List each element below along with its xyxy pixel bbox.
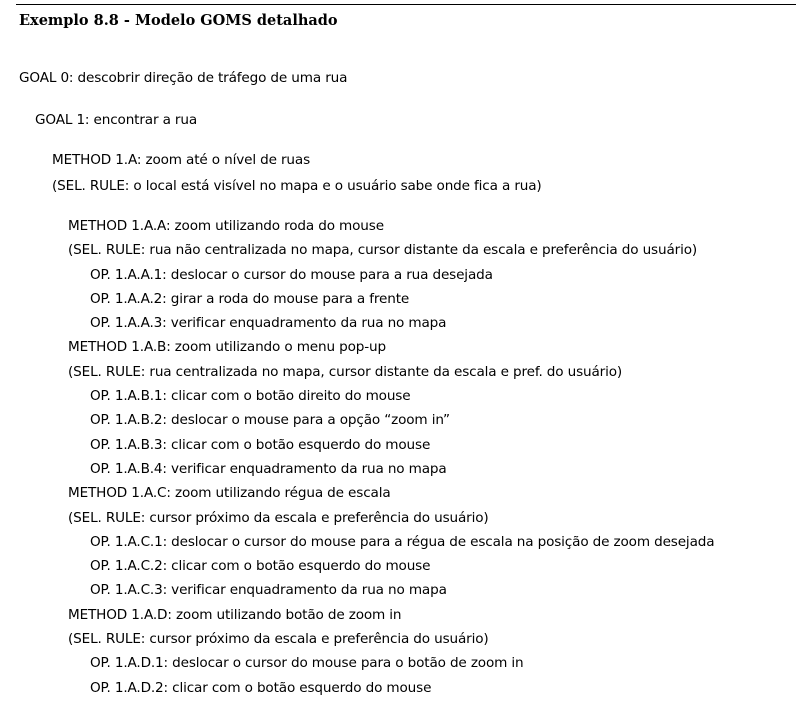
selection-rule-line: (SEL. RULE: rua não centralizada no mapa, cursor distante da escala e preferência do usuário) bbox=[68, 242, 698, 258]
method-line: METHOD 1.A.B: zoom utilizando o menu pop-up bbox=[68, 339, 386, 355]
method-line: METHOD 1.A.D: zoom utilizando botão de zoom in bbox=[68, 607, 402, 623]
method-line: METHOD 1.A: zoom até o nível de ruas bbox=[52, 152, 311, 168]
selection-rule-line: (SEL. RULE: o local está visível no mapa e o usuário sabe onde fica a rua) bbox=[52, 178, 542, 194]
operator-line: OP. 1.A.D.2: clicar com o botão esquerdo do mouse bbox=[90, 680, 432, 696]
operator-line: OP. 1.A.B.3: clicar com o botão esquerdo do mouse bbox=[90, 437, 431, 453]
operator-line: OP. 1.A.A.3: verificar enquadramento da rua no mapa bbox=[90, 315, 447, 331]
selection-rule-line: (SEL. RULE: rua centralizada no mapa, cursor distante da escala e pref. do usuário) bbox=[68, 364, 623, 380]
operator-line: OP. 1.A.D.1: deslocar o cursor do mouse para o botão de zoom in bbox=[90, 655, 524, 671]
goal-line: GOAL 1: encontrar a rua bbox=[35, 112, 198, 128]
operator-line: OP. 1.A.B.2: deslocar o mouse para a opção “zoom in” bbox=[90, 412, 450, 428]
operator-line: OP. 1.A.B.1: clicar com o botão direito do mouse bbox=[90, 388, 411, 404]
operator-line: OP. 1.A.C.2: clicar com o botão esquerdo do mouse bbox=[90, 558, 431, 574]
method-line: METHOD 1.A.C: zoom utilizando régua de escala bbox=[68, 485, 391, 501]
operator-line: OP. 1.A.A.1: deslocar o cursor do mouse para a rua desejada bbox=[90, 267, 493, 283]
document-heading: Exemplo 8.8 - Modelo GOMS detalhado bbox=[19, 12, 338, 29]
goal-line: GOAL 0: descobrir direção de tráfego de uma rua bbox=[19, 70, 348, 86]
operator-line: OP. 1.A.C.1: deslocar o cursor do mouse para a régua de escala na posição de zoom desejada bbox=[90, 534, 715, 550]
operator-line: OP. 1.A.C.3: verificar enquadramento da rua no mapa bbox=[90, 582, 447, 598]
top-rule bbox=[16, 4, 796, 5]
operator-line: OP. 1.A.B.4: verificar enquadramento da rua no mapa bbox=[90, 461, 447, 477]
selection-rule-line: (SEL. RULE: cursor próximo da escala e preferência do usuário) bbox=[68, 631, 489, 647]
method-line: METHOD 1.A.A: zoom utilizando roda do mouse bbox=[68, 218, 384, 234]
selection-rule-line: (SEL. RULE: cursor próximo da escala e preferência do usuário) bbox=[68, 510, 489, 526]
operator-line: OP. 1.A.A.2: girar a roda do mouse para a frente bbox=[90, 291, 410, 307]
